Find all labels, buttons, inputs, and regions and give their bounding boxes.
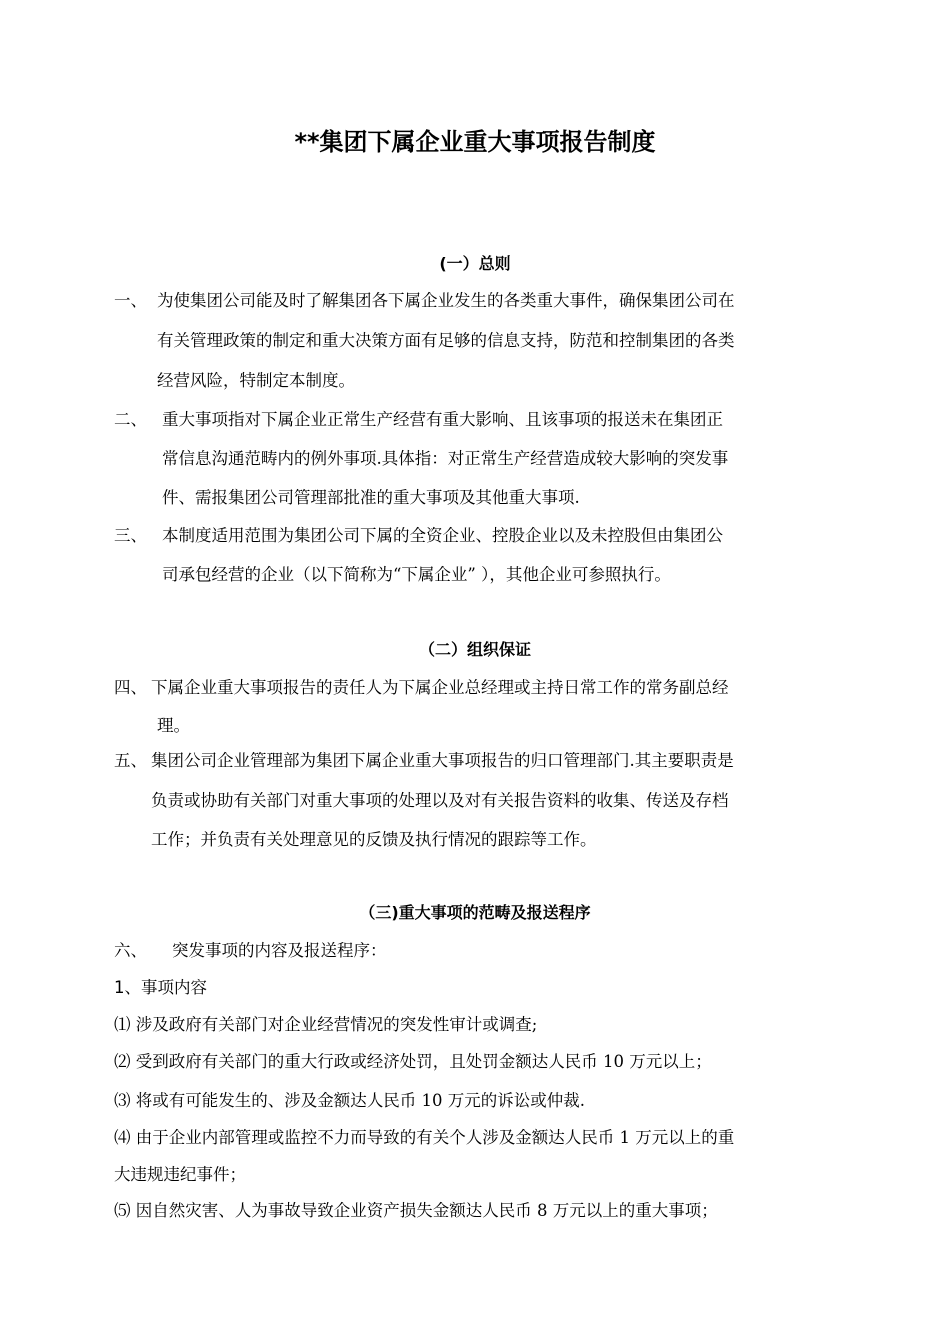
item-marker: 三、 bbox=[114, 526, 147, 545]
item-text-line: 集团公司企业管理部为集团下属企业重大事项报告的归口管理部门.其主要职责是 bbox=[151, 751, 734, 770]
subheading-item-content: 1、事项内容 bbox=[114, 978, 207, 997]
item-text-line: 工作；并负责有关处理意见的反馈及执行情况的跟踪等工作。 bbox=[151, 830, 597, 849]
item-text-line: 有关管理政策的制定和重大决策方面有足够的信息支持，防范和控制集团的各类 bbox=[157, 331, 735, 350]
item-text-line: 常信息沟通范畴内的例外事项.具体指：对正常生产经营造成较大影响的突发事 bbox=[162, 449, 729, 468]
list-item: ⑷ 由于企业内部管理或监控不力而导致的有关个人涉及金额达人民币 1 万元以上的重 bbox=[114, 1128, 735, 1147]
document-title: **集团下属企业重大事项报告制度 bbox=[294, 128, 656, 156]
list-item-continuation: 大违规违纪事件； bbox=[114, 1165, 246, 1184]
item-text-line: 司承包经营的企业（以下简称为“下属企业” ），其他企业可参照执行。 bbox=[162, 565, 671, 584]
item-marker: 二、 bbox=[114, 410, 147, 429]
list-item: ⑸ 因自然灾害、人为事故导致企业资产损失金额达人民币 8 万元以上的重大事项； bbox=[114, 1201, 718, 1220]
item-text-line: 为使集团公司能及时了解集团各下属企业发生的各类重大事件，确保集团公司在 bbox=[157, 291, 735, 310]
item-text-line: 重大事项指对下属企业正常生产经营有重大影响、且该事项的报送未在集团正 bbox=[162, 410, 723, 429]
item-text-line: 件、需报集团公司管理部批准的重大事项及其他重大事项. bbox=[162, 488, 580, 507]
list-item: ⑶ 将或有可能发生的、涉及金额达人民币 10 万元的诉讼或仲裁. bbox=[114, 1091, 585, 1110]
item-text-line: 本制度适用范围为集团公司下属的全资企业、控股企业以及未控股但由集团公 bbox=[162, 526, 723, 545]
list-item: ⑵ 受到政府有关部门的重大行政或经济处罚，且处罚金额达人民币 10 万元以上； bbox=[114, 1052, 712, 1071]
item-text-line: 突发事项的内容及报送程序： bbox=[172, 941, 387, 960]
item-text-line: 经营风险，特制定本制度。 bbox=[157, 371, 355, 390]
section-heading-scope: （三)重大事项的范畴及报送程序 bbox=[359, 903, 591, 922]
item-marker: 五、 bbox=[114, 751, 147, 770]
item-text-line: 负责或协助有关部门对重大事项的处理以及对有关报告资料的收集、传送及存档 bbox=[151, 791, 729, 810]
item-marker: 一、 bbox=[114, 291, 147, 310]
item-text-line: 下属企业重大事项报告的责任人为下属企业总经理或主持日常工作的常务副总经 bbox=[151, 678, 729, 697]
section-heading-organization: （二）组织保证 bbox=[418, 640, 531, 659]
item-marker: 六、 bbox=[114, 941, 147, 960]
item-marker: 四、 bbox=[114, 678, 147, 697]
list-item: ⑴ 涉及政府有关部门对企业经营情况的突发性审计或调查; bbox=[114, 1015, 538, 1034]
section-heading-general: (一）总则 bbox=[439, 254, 511, 273]
item-text-line: 理。 bbox=[157, 716, 190, 735]
